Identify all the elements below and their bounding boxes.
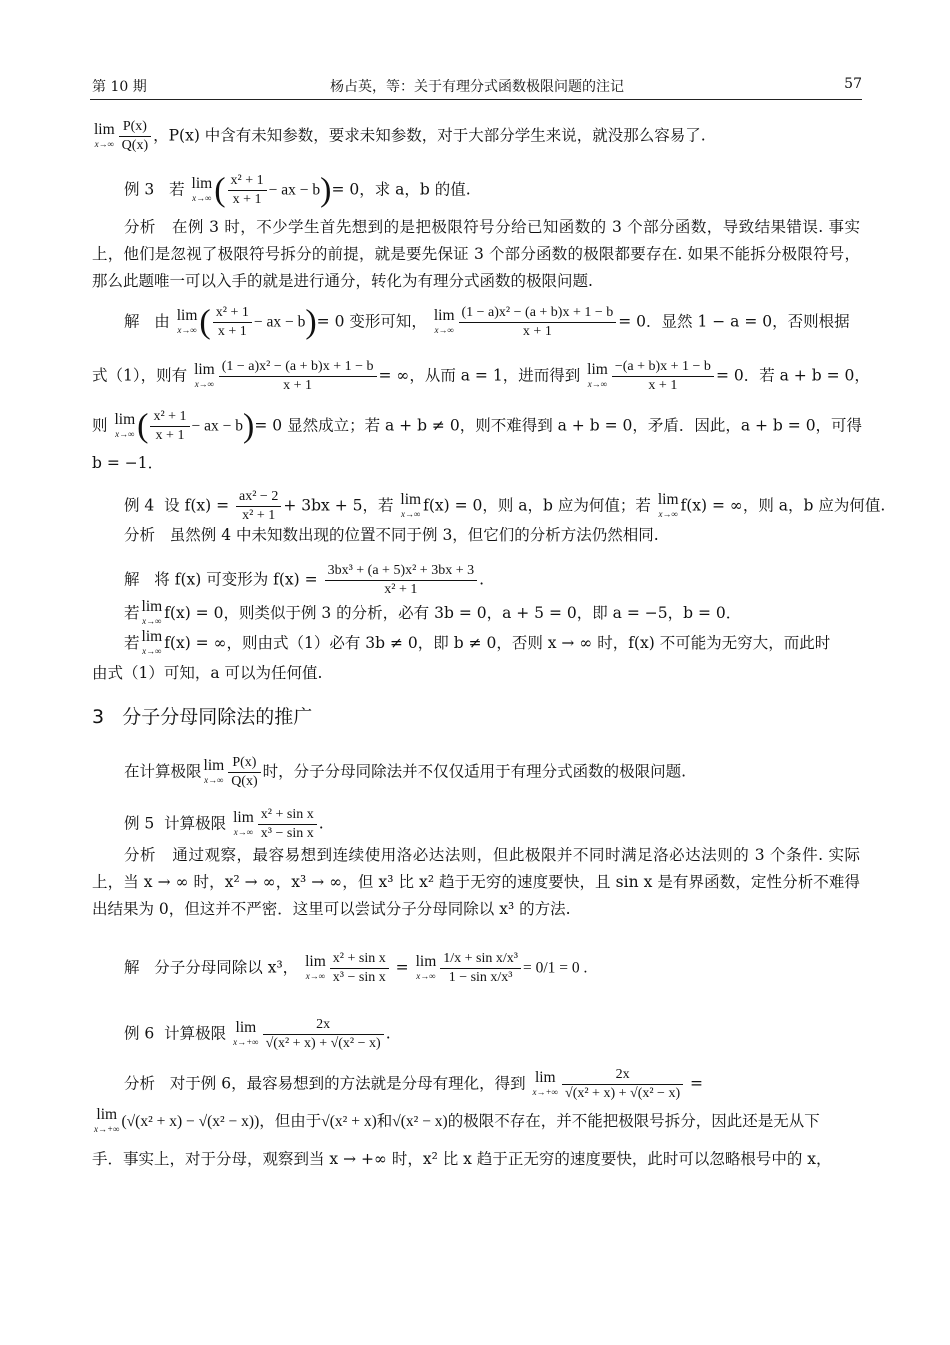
solution-4-line2: 若 lim x→∞ f(x) = 0，则类似于例 3 的分析，必有 3b = 0，a + 5 = 0，即 a = −5，b = 0． <box>124 598 742 626</box>
fraction: $\frac{P(x)}{Q(x)}$ <box>119 118 151 155</box>
section-3-intro: 在计算极限 lim x→∞ $\frac{P(x)}{Q(x)}$ 时，分子分母同除法并不仅仅适用于有理分式函数的极限问题. <box>124 755 687 789</box>
solution-4-line1: 解 将 f(x) 可变形为 f(x) = $\frac{\text{3bx³ + (a + 5)x² + 3bx + 3}}{\text{x² + 1}}$ . <box>124 563 485 597</box>
running-header <box>92 76 862 98</box>
running-title: 杨占英，等：关于有理分式函数极限问题的注记 <box>330 79 624 95</box>
header-rule <box>90 99 862 100</box>
solution-3-line3: 则 lim x→∞ ( $\frac{\text{x² + 1}}{x + 1}$ − ax − b)= 0 显然成立；若 a + b ≠ 0，则不难得到 a + b = 0，矛盾．因此，a + b = 0，可得 <box>92 407 863 445</box>
solution-5: 解 分子分母同除以 x³， lim x→∞ $\frac{\text{x² + sin x}}{\text{x³ − sin x}}$ = lim x→∞ $\frac{\text{1/x + sin x/x³}}{\text{1 − sin x/x³}}$ = 0/1 = 0 . <box>124 951 588 985</box>
page-number: 57 <box>844 76 862 92</box>
analysis-6-line2: lim x→+∞ (√(x² + x) − √(x² − x))，但由于√(x² + x)和√(x² − x)的极限不存在，并不能把极限号拆分，因此还是无从下 <box>94 1106 820 1134</box>
section-heading: 3 分子分母同除法的推广 <box>92 706 313 728</box>
solution-3-line4: b = −1． <box>92 454 164 472</box>
example-6: 例 6 计算极限 lim x→+∞ $\frac{2x}{\text{√(x² + x) + √(x² − x)}}$ . <box>124 1017 391 1051</box>
solution-3-line2: 式（1），则有 lim x→∞ $\frac{\text{(1 − a)x² − (a + b)x + 1 − b}}{x + 1}$ = ∞，从而 a = 1，进而得到 lim x→∞ $\frac{-(a + b)x + 1 - b}{x + 1}$ = 0．若 a + b = 0， <box>92 359 870 393</box>
example-3: 例 3 若 lim x→∞ ( $\frac{\text{x² + 1}}{x + 1}$ − ax − b)= 0，求 a，b 的值. <box>124 171 471 209</box>
example-5: 例 5 计算极限 lim x→∞ $\frac{\text{x² + sin x}}{\text{x³ − sin x}}$ . <box>124 807 324 841</box>
analysis-6-line3: 手．事实上，对于分母，观察到当 x → +∞ 时，x² 比 x 趋于正无穷的速度要快，此时可以忽略根号中的 x， <box>92 1150 832 1168</box>
example-4: 例 4 设 f(x) = $\frac{\text{ax² − 2}}{\text{x² + 1}}$ + 3bx + 5，若 lim x→∞ f(x) = 0，则 a，b 应为何值；若 lim x→∞ f(x) = ∞，则 a，b 应为何值. <box>124 489 886 523</box>
continuation-line: lim x→∞ $\frac{P(x)}{Q(x)}$ ，P(x) 中含有未知参数，要求未知参数，对于大部分学生来说，就没那么容易了. <box>94 119 706 153</box>
analysis-5: 分析 通过观察，最容易想到连续使用洛必达法则，但此极限并不同时满足洛必达法则的 3 个条件. 实际上，当 x → ∞ 时，x² → ∞，x³ → ∞，但 x³ 比 x² 趋于无穷的速度要快，且 sin x 是有界函数，定性分析不难得出结果为 0，但这并不严密．这里可以尝试分子分母同除以 x³ 的方法. <box>92 846 861 918</box>
analysis-4: 分析 虽然例 4 中未知数出现的位置不同于例 3，但它们的分析方法仍然相同. <box>124 526 659 544</box>
solution-4-line3: 若 lim x→∞ f(x) = ∞，则由式（1）必有 3b ≠ 0，即 b ≠ 0，否则 x → ∞ 时，f(x) 不可能为无穷大，而此时 <box>124 628 831 656</box>
solution-4-line4: 由式（1）可知，a 可以为任何值. <box>92 664 323 682</box>
issue-number: 第 10 期 <box>92 79 147 95</box>
analysis-3: 分析 在例 3 时，不少学生首先想到的是把极限符号分给已知函数的 3 个部分函数，导致结果错误. 事实上，他们是忽视了极限符号拆分的前提，就是要先保证 3 个部分函数的极限都要存在. 如果不能拆分极限符号，那么此题唯一可以入手的就是进行通分，转化为有理分式函数的极限问题. <box>92 218 860 290</box>
limit-operator: lim x→∞ <box>94 120 115 149</box>
solution-3-line1: 解 由 lim x→∞ ( $\frac{\text{x² + 1}}{x + 1}$ − ax − b)= 0 变形可知， lim x→∞ $\frac{\text{(1 − a)x² − (a + b)x + 1 − b}}{x + 1}$ = 0．显然 1 − a = 0，否则根据 <box>124 303 850 341</box>
analysis-6-line1: 分析 对于例 6，最容易想到的方法就是分母有理化，得到 lim x→+∞ $\frac{2x}{\text{√(x² + x) + √(x² − x)}}$ = <box>124 1067 704 1101</box>
